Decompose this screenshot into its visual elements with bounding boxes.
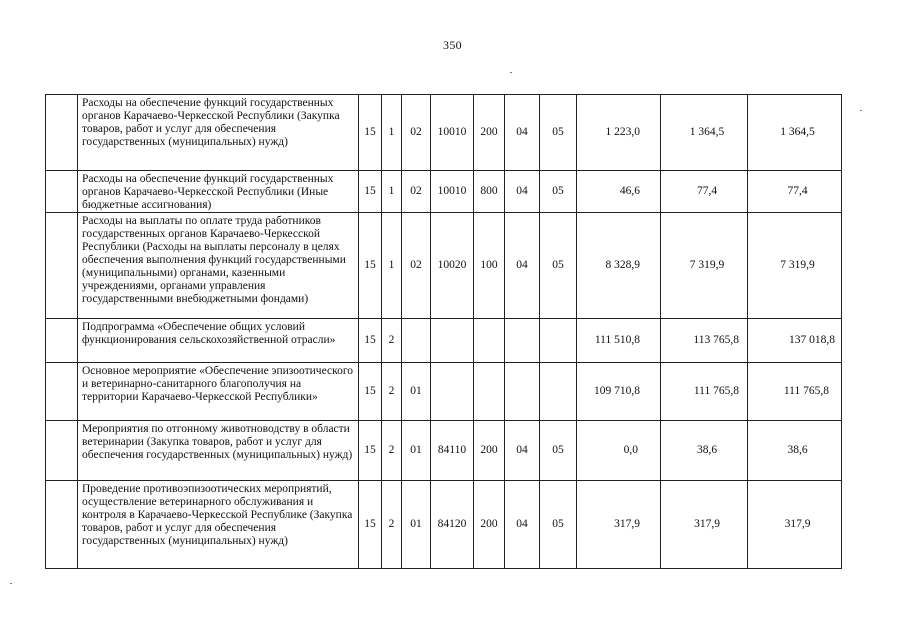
table-row — [46, 319, 842, 363]
row-number-cell — [46, 319, 78, 363]
amount-year2-cell: 113 765,8 — [661, 319, 748, 363]
amount-year1-cell: 46,6 — [577, 171, 661, 213]
amount-year1-cell: 1 223,0 — [577, 95, 661, 171]
scan-speck — [10, 583, 12, 584]
amount-year2-cell: 77,4 — [661, 171, 748, 213]
activity-code-cell: 02 — [402, 95, 431, 171]
subprogram-code-cell: 1 — [382, 95, 402, 171]
scan-speck — [860, 110, 862, 111]
amount-year3-cell: 111 765,8 — [748, 363, 842, 421]
scan-speck — [510, 72, 512, 73]
direction-code-cell: 84120 — [431, 481, 474, 569]
direction-code-cell — [431, 319, 474, 363]
item-name-cell: Расходы на обеспечение функций государственных органов Карачаево-Черкесской Республики (Иные бюджетные ассигнования) — [78, 171, 359, 213]
amount-year3-cell: 317,9 — [748, 481, 842, 569]
activity-code-cell: 02 — [402, 171, 431, 213]
program-code-cell: 15 — [359, 363, 382, 421]
program-code-cell: 15 — [359, 95, 382, 171]
section-code-cell: 04 — [505, 481, 540, 569]
amount-year1-cell: 8 328,9 — [577, 213, 661, 319]
table-row — [46, 421, 842, 481]
table-row — [46, 481, 842, 569]
budget-table — [45, 94, 842, 569]
amount-year1-cell: 111 510,8 — [577, 319, 661, 363]
item-name-cell: Основное мероприятие «Обеспечение эпизоотического и ветеринарно-санитарного благополучия на территории Карачаево-Черкесской Республики» — [78, 363, 359, 421]
table-row — [46, 171, 842, 213]
subsection-code-cell: 05 — [540, 213, 577, 319]
activity-code-cell: 01 — [402, 363, 431, 421]
row-number-cell — [46, 171, 78, 213]
activity-code-cell — [402, 319, 431, 363]
amount-year3-cell: 7 319,9 — [748, 213, 842, 319]
amount-year2-cell: 111 765,8 — [661, 363, 748, 421]
row-number-cell — [46, 481, 78, 569]
expense-type-cell — [474, 319, 505, 363]
program-code-cell: 15 — [359, 319, 382, 363]
page-number: 350 — [443, 38, 462, 52]
amount-year3-cell: 38,6 — [748, 421, 842, 481]
amount-year3-cell: 77,4 — [748, 171, 842, 213]
expense-type-cell: 200 — [474, 421, 505, 481]
amount-year3-cell: 1 364,5 — [748, 95, 842, 171]
activity-code-cell: 01 — [402, 421, 431, 481]
activity-code-cell: 02 — [402, 213, 431, 319]
program-code-cell: 15 — [359, 481, 382, 569]
section-code-cell: 04 — [505, 171, 540, 213]
section-code-cell: 04 — [505, 213, 540, 319]
amount-year2-cell: 1 364,5 — [661, 95, 748, 171]
amount-year3-cell: 137 018,8 — [748, 319, 842, 363]
section-code-cell: 04 — [505, 421, 540, 481]
expense-type-cell: 800 — [474, 171, 505, 213]
expense-type-cell — [474, 363, 505, 421]
item-name-cell: Расходы на выплаты по оплате труда работников государственных органов Карачаево-Черкесской Республики (Расходы на выплаты персоналу в целях обеспечения выполнения функций государственными (муниципальными) органами, казенными учреждениями, органами управления государственными внебюджетными фондами) — [78, 213, 359, 319]
expense-type-cell: 100 — [474, 213, 505, 319]
program-code-cell: 15 — [359, 421, 382, 481]
table-row — [46, 95, 842, 171]
activity-code-cell: 01 — [402, 481, 431, 569]
subprogram-code-cell: 2 — [382, 481, 402, 569]
section-code-cell: 04 — [505, 95, 540, 171]
amount-year2-cell: 38,6 — [661, 421, 748, 481]
amount-year1-cell: 109 710,8 — [577, 363, 661, 421]
table-row — [46, 213, 842, 319]
item-name-cell: Проведение противоэпизоотических мероприятий, осуществление ветеринарного обслуживания и контроля в Карачаево-Черкесской Республике (Закупка товаров, работ и услуг для обеспечения государственных (муниципальных) нужд) — [78, 481, 359, 569]
expense-type-cell: 200 — [474, 95, 505, 171]
subsection-code-cell — [540, 363, 577, 421]
section-code-cell — [505, 363, 540, 421]
direction-code-cell: 10010 — [431, 95, 474, 171]
row-number-cell — [46, 213, 78, 319]
direction-code-cell: 84110 — [431, 421, 474, 481]
subsection-code-cell: 05 — [540, 171, 577, 213]
subprogram-code-cell: 2 — [382, 421, 402, 481]
subsection-code-cell — [540, 319, 577, 363]
direction-code-cell: 10020 — [431, 213, 474, 319]
program-code-cell: 15 — [359, 171, 382, 213]
item-name-cell: Расходы на обеспечение функций государственных органов Карачаево-Черкесской Республики (Закупка товаров, работ и услуг для обеспечения государственных (муниципальных) нужд) — [78, 95, 359, 171]
subprogram-code-cell: 2 — [382, 319, 402, 363]
program-code-cell: 15 — [359, 213, 382, 319]
direction-code-cell — [431, 363, 474, 421]
direction-code-cell: 10010 — [431, 171, 474, 213]
amount-year2-cell: 7 319,9 — [661, 213, 748, 319]
amount-year1-cell: 0,0 — [577, 421, 661, 481]
subsection-code-cell: 05 — [540, 95, 577, 171]
section-code-cell — [505, 319, 540, 363]
row-number-cell — [46, 421, 78, 481]
subsection-code-cell: 05 — [540, 481, 577, 569]
table-row — [46, 363, 842, 421]
amount-year1-cell: 317,9 — [577, 481, 661, 569]
item-name-cell: Подпрограмма «Обеспечение общих условий функционирования сельскохозяйственной отрасли» — [78, 319, 359, 363]
row-number-cell — [46, 363, 78, 421]
subprogram-code-cell: 2 — [382, 363, 402, 421]
expense-type-cell: 200 — [474, 481, 505, 569]
subsection-code-cell: 05 — [540, 421, 577, 481]
subprogram-code-cell: 1 — [382, 171, 402, 213]
subprogram-code-cell: 1 — [382, 213, 402, 319]
row-number-cell — [46, 95, 78, 171]
amount-year2-cell: 317,9 — [661, 481, 748, 569]
item-name-cell: Мероприятия по отгонному животноводству в области ветеринарии (Закупка товаров, работ и услуг для обеспечения государственных (муниципальных) нужд) — [78, 421, 359, 481]
